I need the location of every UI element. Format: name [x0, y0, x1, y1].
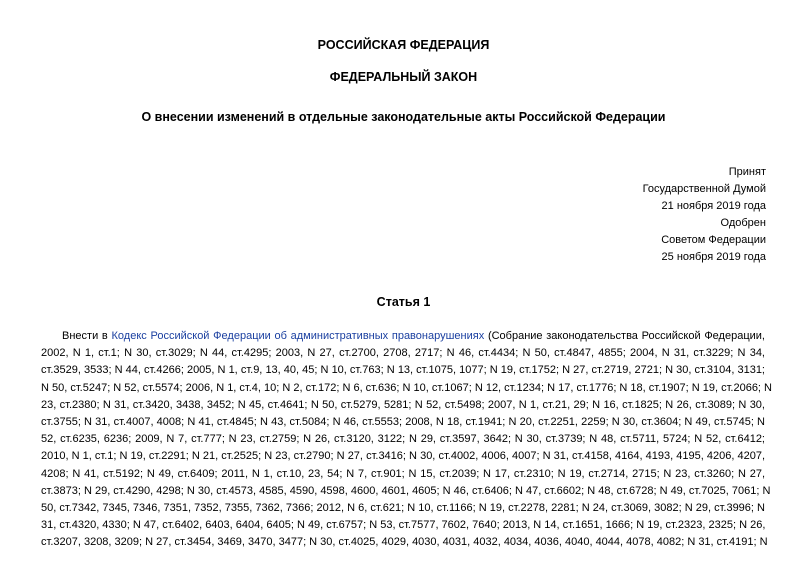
adoption-block — [643, 164, 766, 266]
approved-date: 25 ноября 2019 года — [661, 251, 766, 263]
body-line: 23, ст.2380; N 31, ст.3420, 3438, 3452; N 45, ст.4641; N 50, ст.5279, 5281; N 52, ст.5498; 2007, N 1, ст.21, 29; N 16, ст.1825; N 26, ст.3089; N 30, — [41, 398, 765, 411]
adopted-by: Государственной Думой — [642, 183, 766, 195]
body-line: 52, ст.6235, 6236; 2009, N 7, ст.777; N 23, ст.2759; N 26, ст.3120, 3122; N 29, ст.3597, 3642; N 30, ст.3739; N 48, ст.5711, 5724; N 52, ст.6412; — [41, 433, 765, 446]
adopted-date: 21 ноября 2019 года — [661, 200, 766, 212]
body-line: ст.3529, 3533; N 44, ст.4266; 2005, N 1, ст.9, 13, 40, 45; N 10, ст.763; N 13, ст.1075, 1077; N 19, ст.1752; N 27, ст.2719, 2721; N 30, ст.3104, 3131; — [41, 364, 765, 377]
doc-type-heading: ФЕДЕРАЛЬНЫЙ ЗАКОН — [329, 70, 478, 84]
article-heading: Статья 1 — [376, 295, 431, 309]
code-link[interactable]: Кодекс Российской Федерации об административных правонарушениях — [111, 330, 485, 342]
article-body — [41, 328, 772, 551]
body-line: ст.3755; N 31, ст.4007, 4008; N 41, ст.4845; N 43, ст.5084; N 46, ст.5553; 2008, N 18, ст.1941; N 20, ст.2251, 2259; N 30, ст.3604; N 49, ст.5745; N — [41, 415, 765, 428]
body-line: 50, ст.7342, 7345, 7346, 7351, 7352, 7355, 7362, 7366; 2012, N 6, ст.621; N 10, ст.1166; N 19, ст.2278, 2281; N 24, ст.3069, 3082; N 29, ст.3996; N — [41, 501, 765, 514]
body-line: 2010, N 1, ст.1; N 19, ст.2291; N 21, ст.2525; N 23, ст.2790; N 27, ст.3416; N 30, ст.4002, 4006, 4007; N 31, ст.4158, 4164, 4193, 4195, 4206, 4207, — [41, 450, 765, 463]
adopted-label: Принят — [728, 166, 766, 178]
body-line: ст.3873; N 29, ст.4290, 4298; N 30, ст.4573, 4585, 4590, 4598, 4600, 4601, 4605; N 46, ст.6406; N 47, ст.6602; N 48, ст.6728; N 49, ст.7025, 7061; N — [41, 484, 771, 497]
approved-label: Одобрен — [720, 217, 766, 229]
body-line: 2002, N 1, ст.1; N 30, ст.3029; N 44, ст.4295; 2003, N 27, ст.2700, 2708, 2717; N 46, ст.4434; N 50, ст.4847, 4855; 2004, N 31, ст.3229; N 34, — [41, 347, 765, 360]
intro-rest: (Собрание законодательства Российской Федерации, — [487, 330, 765, 342]
country-heading: РОССИЙСКАЯ ФЕДЕРАЦИЯ — [317, 38, 490, 52]
body-line: 31, ст.4320, 4330; N 47, ст.6402, 6403, 6404, 6405; N 49, ст.6757; N 53, ст.7577, 7602, 7640; 2013, N 14, ст.1651, 1666; N 19, ст.2323, 2325; N 26, — [41, 519, 766, 532]
law-title: О внесении изменений в отдельные законодательные акты Российской Федерации — [141, 110, 666, 124]
body-line: N 50, ст.5247; N 52, ст.5574; 2006, N 1, ст.4, 10; N 2, ст.172; N 6, ст.636; N 10, ст.1067; N 12, ст.1234; N 17, ст.1776; N 18, ст.1907; N 19, ст.2066; N — [41, 381, 772, 394]
approved-by: Советом Федерации — [661, 234, 766, 246]
body-line: 4208; N 41, ст.5192; N 49, ст.6409; 2011, N 1, ст.10, 23, 54; N 7, ст.901; N 15, ст.2039; N 17, ст.2310; N 19, ст.2714, 2715; N 23, ст.3260; N 27, — [41, 467, 765, 480]
intro-text: Внести в — [62, 330, 108, 342]
body-line — [41, 328, 765, 345]
body-line: ст.3207, 3208, 3209; N 27, ст.3454, 3469, 3470, 3477; N 30, ст.4025, 4029, 4030, 4031, 4032, 4034, 4036, 4040, 4044, 4078, 4082; N 31, ст.4191; N — [41, 536, 768, 549]
